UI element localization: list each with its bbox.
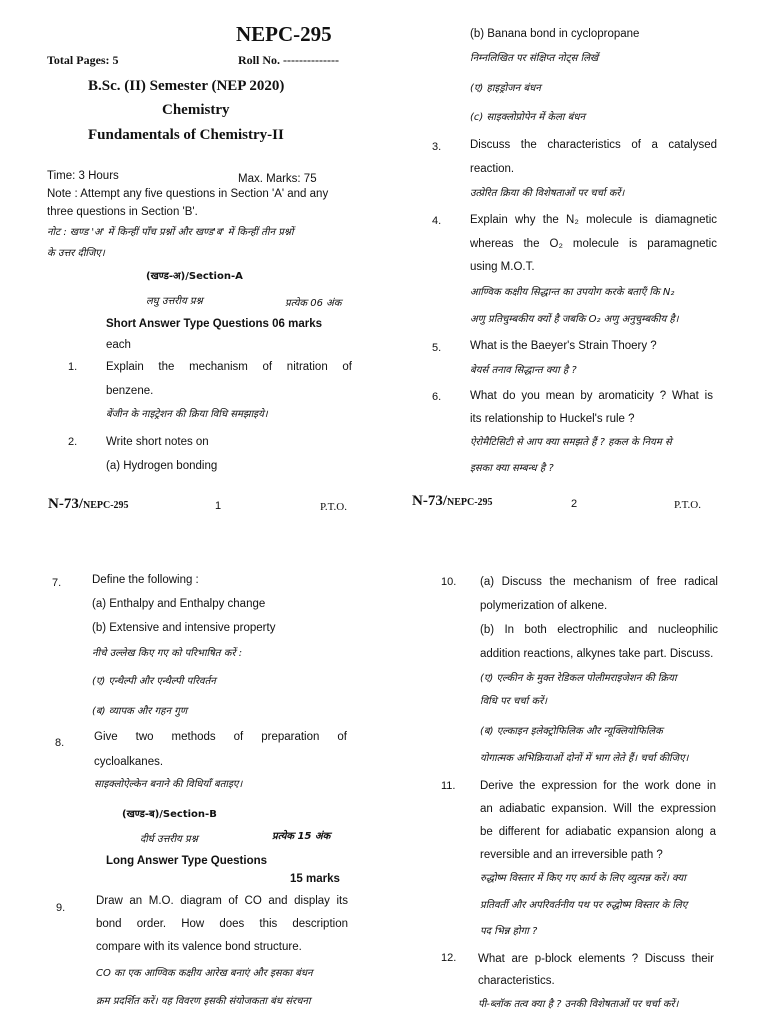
page-number: 2 — [571, 498, 578, 510]
total-pages: Total Pages: 5 — [47, 53, 119, 67]
footer-batch — [412, 493, 493, 510]
question-number: 10. — [441, 576, 457, 588]
q12-hindi: पी-ब्लॉक तत्व क्या है ? उनकी विशेषताओं पर चर्चा करें। — [478, 999, 679, 1010]
question-number: 3. — [432, 141, 442, 153]
q4-text-cont: whereas the O₂ molecule is paramagnetic — [470, 238, 717, 250]
q2-part-b: (b) Banana bond in cyclopropane — [470, 28, 640, 40]
time-label: Time: 3 Hours — [47, 170, 119, 182]
note-en-line2: three questions in Section 'B'. — [47, 206, 198, 218]
q12-text: What are p-block elements ? Discuss their — [478, 953, 714, 965]
q3-hindi: उत्प्रेरित क्रिया की विशेषताओं पर चर्चा करें। — [470, 188, 625, 199]
q8-text-cont: cycloalkanes. — [94, 756, 164, 768]
q12-text-cont: characteristics. — [478, 975, 555, 987]
q10-hindi-b2: योगात्मक अभिक्रियाओं दोनों में भाग लेते हैं। चर्चा कीजिए। — [480, 753, 689, 764]
question-number: 2. — [68, 436, 78, 448]
q4-hindi-line1: आण्विक कक्षीय सिद्धान्त का उपयोग करके बताएँ कि N₂ — [470, 287, 675, 298]
q5-hindi: बेयर्स तनाव सिद्धान्त क्या है ? — [470, 365, 577, 376]
question-number: 9. — [56, 902, 66, 914]
question-number: 4. — [432, 215, 442, 227]
q2-part-a: (a) Hydrogen bonding — [106, 460, 218, 472]
q6-hindi-line2: इसका क्या सम्बन्ध है ? — [470, 463, 554, 474]
q11-hindi-line1: रुद्धोष्म विस्तार में किए गए कार्य के लिए व्युत्पन्न करें। क्या — [480, 873, 686, 884]
q11-text: Derive the expression for the work done in — [480, 780, 716, 792]
subject-title: Chemistry — [162, 102, 230, 118]
question-number: 6. — [432, 391, 442, 403]
q4-text: Explain why the N₂ molecule is diamagnetic — [470, 214, 717, 226]
section-a-heading: (खण्ड-अ)/Section-A — [146, 271, 243, 282]
paper-title: Fundamentals of Chemistry-II — [88, 127, 284, 143]
q1-text-cont: benzene. — [106, 385, 154, 397]
short-answer-hi: लघु उत्तरीय प्रश्न — [146, 296, 203, 307]
q11-hindi-line3: पद भिन्न होगा ? — [480, 926, 538, 937]
q7-text: Define the following : — [92, 574, 199, 586]
q7-part-b: (b) Extensive and intensive property — [92, 622, 276, 634]
q7-part-a: (a) Enthalpy and Enthalpy change — [92, 598, 266, 610]
question-number: 7. — [52, 577, 62, 589]
q6-text: What do you mean by aromaticity ? What is — [470, 390, 713, 402]
footer-paper-code: NEPC-295 — [447, 497, 493, 508]
note-hi-line1: नोट : खण्ड 'अ' में किन्हीं पाँच प्रश्नों और खण्ड'ब' में किन्हीं तीन प्रश्नों — [47, 227, 294, 238]
q4-text-cont2: using M.O.T. — [470, 261, 535, 273]
q5-text: What is the Baeyer's Strain Thoery ? — [470, 340, 657, 352]
q3-text: Discuss the characteristics of a catalysed — [470, 139, 717, 151]
q6-hindi-line1: ऐरोमैटिसिटी से आप क्या समझते हैं ? हकल के नियम से — [470, 437, 672, 448]
q11-text-cont3: reversible and an irreversible path ? — [480, 849, 663, 861]
q2-text: Write short notes on — [106, 436, 209, 448]
roll-no: Roll No. -------------- — [238, 53, 339, 67]
q4-hindi-line2: अणु प्रतिचुम्बकीय क्यों है जबकि O₂ अणु अनुचुम्बकीय है। — [470, 314, 679, 325]
q7-hindi-b: (ब) व्यापक और गहन गुण — [92, 706, 188, 717]
q7-hindi-a: (ए) एन्थैल्पी और एन्थैल्पी परिवर्तन — [92, 676, 216, 687]
q6-text-cont: its relationship to Huckel's rule ? — [470, 413, 635, 425]
note-hi-line2: के उत्तर दीजिए। — [47, 248, 105, 259]
q10-part-a-cont: polymerization of alkene. — [480, 600, 608, 612]
q8-text: Give two methods of preparation of — [94, 731, 347, 743]
q11-text-cont: an adiabatic expansion. Will the expression — [480, 803, 716, 815]
q10-hindi-b1: (ब) एल्काइन इलेक्ट्रोफिलिक और न्यूक्लियोफिलिक — [480, 726, 663, 737]
q2-hindi: निम्नलिखित पर संक्षिप्त नोट्स लिखें — [470, 53, 599, 64]
course-title: B.Sc. (II) Semester (NEP 2020) — [88, 78, 285, 94]
long-marks-hi: प्रत्येक 15 अंक — [272, 831, 331, 842]
question-number: 8. — [55, 737, 65, 749]
q9-hindi-line1: CO का एक आण्विक कक्षीय आरेख बनाएं और इसका बंधन — [96, 968, 313, 979]
max-marks: Max. Marks: 75 — [238, 173, 317, 185]
long-answer-hi: दीर्घ उत्तरीय प्रश्न — [140, 834, 198, 845]
q11-hindi-line2: प्रतिवर्ती और अपरिवर्तनीय पथ पर रुद्धोष्म विस्तार के लिए — [480, 900, 688, 911]
q10-hindi-a2: विधि पर चर्चा करें। — [480, 696, 548, 707]
q10-part-b-cont: addition reactions, alkynes take part. Discuss. — [480, 648, 714, 660]
q1-hindi: बेंजीन के नाइट्रेशन की क्रिया विधि समझाइये। — [106, 409, 268, 420]
q10-part-a: (a) Discuss the mechanism of free radical — [480, 576, 718, 588]
footer-paper-code: NEPC-295 — [83, 500, 129, 511]
q9-text-cont2: compare with its valence bond structure. — [96, 941, 302, 953]
q9-text-cont: bond order. How does this description — [96, 918, 348, 930]
q9-hindi-line2: क्रम प्रदर्शित करें। यह विवरण इसकी संयोजकता बंध संरचना — [96, 996, 311, 1007]
pto-label: P.T.O. — [674, 499, 701, 511]
q10-part-b: (b) In both electrophilic and nucleophilic — [480, 624, 718, 636]
page-number: 1 — [215, 500, 222, 512]
pto-label: P.T.O. — [320, 501, 347, 513]
q10-hindi-a1: (ए) एल्कीन के मुक्त रेडिकल पोलीमराइजेशन की क्रिया — [480, 673, 677, 684]
q11-text-cont2: be different for adiabatic expansion along a — [480, 826, 716, 838]
marks-each-hi: प्रत्येक 06 अंक — [285, 298, 342, 309]
note-en-line1: Note : Attempt any five questions in Section 'A' and any — [47, 188, 329, 200]
question-number: 5. — [432, 342, 442, 354]
q8-hindi: साइक्लोऐल्केन बनाने की विधियाँ बताइए। — [94, 779, 243, 790]
q1-text: Explain the mechanism of nitration of — [106, 361, 352, 373]
q9-text: Draw an M.O. diagram of CO and display its — [96, 895, 348, 907]
question-number: 11. — [441, 780, 456, 792]
question-number: 12. — [441, 952, 457, 964]
paper-code: NEPC-295 — [236, 22, 332, 46]
short-answer-each: each — [106, 339, 131, 351]
long-answer-en: Long Answer Type Questions — [106, 855, 268, 867]
footer-batch-code: N-73/ — [412, 493, 447, 509]
q3-text-cont: reaction. — [470, 163, 515, 175]
footer-batch-code: N-73/ — [48, 496, 83, 512]
footer-batch — [48, 496, 129, 513]
q7-hindi: नीचे उल्लेख किए गए को परिभाषित करें : — [92, 648, 243, 659]
question-number: 1. — [68, 361, 78, 373]
section-b-heading: (खण्ड-ब)/Section-B — [122, 809, 217, 820]
short-answer-en: Short Answer Type Questions 06 marks — [106, 318, 323, 330]
q2-hindi-a: (ए) हाइड्रोजन बंधन — [470, 83, 541, 94]
q2-hindi-b: (c) साइक्लोप्रोपेन में केला बंधन — [470, 112, 586, 123]
long-marks-en: 15 marks — [290, 873, 340, 885]
